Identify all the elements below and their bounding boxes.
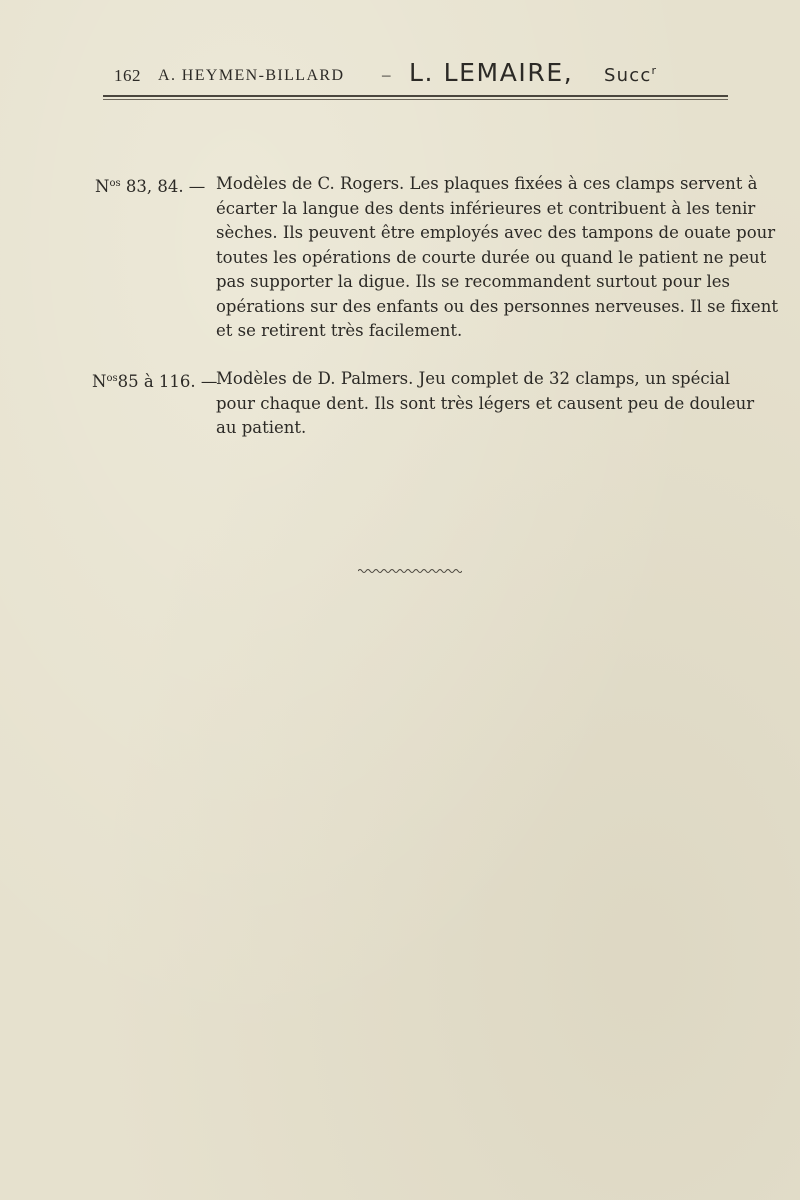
wavy-divider-path (358, 570, 462, 573)
header-rule-thick (103, 95, 728, 97)
entry-label (95, 172, 205, 200)
entry-line: au patient. (216, 418, 307, 437)
entry-line: Modèles de D. Palmers. Jeu complet de 32 clamps, un spécial (216, 369, 730, 388)
header-rule-thin (103, 99, 728, 100)
entry-label-superscript: os (106, 373, 118, 384)
entry-line: Modèles de C. Rogers. Les plaques fixées à ces clamps servent à (216, 174, 758, 193)
header-succ-label (604, 64, 657, 86)
entry-line: toutes les opérations de courte durée ou quand le patient ne peut (216, 247, 767, 267)
succ-text: Succ (604, 65, 652, 86)
entry-label-prefix: N (95, 177, 110, 196)
succ-superscript: r (651, 64, 658, 77)
running-header (114, 58, 728, 92)
entry-line: pour chaque dent. Ils sont très légers et causent peu de douleur (216, 393, 755, 413)
page-number: 162 (114, 66, 141, 85)
wavy-divider-ornament (358, 566, 462, 576)
entry-label-prefix: N (92, 372, 107, 391)
entry-line: et se retirent très facilement. (216, 321, 463, 340)
header-successor-name: L. LEMAIRE, (409, 58, 574, 87)
entry-line: écarter la langue des dents inférieures et contribuent à les tenir (216, 198, 756, 218)
entry-label-numbers: 83, 84. — (120, 177, 206, 196)
entry-label-numbers: 85 à 116. — (117, 372, 218, 391)
entry-description (216, 172, 778, 344)
entry-line: opérations sur des enfants ou des personnes nerveuses. Il se fixent (216, 296, 778, 316)
entry-label (92, 367, 217, 395)
entry-line: sèches. Ils peuvent être employés avec des tampons de ouate pour (216, 223, 776, 242)
header-separator: – (382, 65, 391, 84)
header-author: A. HEYMEN-BILLARD (158, 67, 345, 84)
entry-line: pas supporter la digue. Ils se recommandent surtout pour les (216, 272, 730, 291)
entry-description (216, 367, 755, 441)
entry-label-superscript: os (109, 178, 121, 189)
